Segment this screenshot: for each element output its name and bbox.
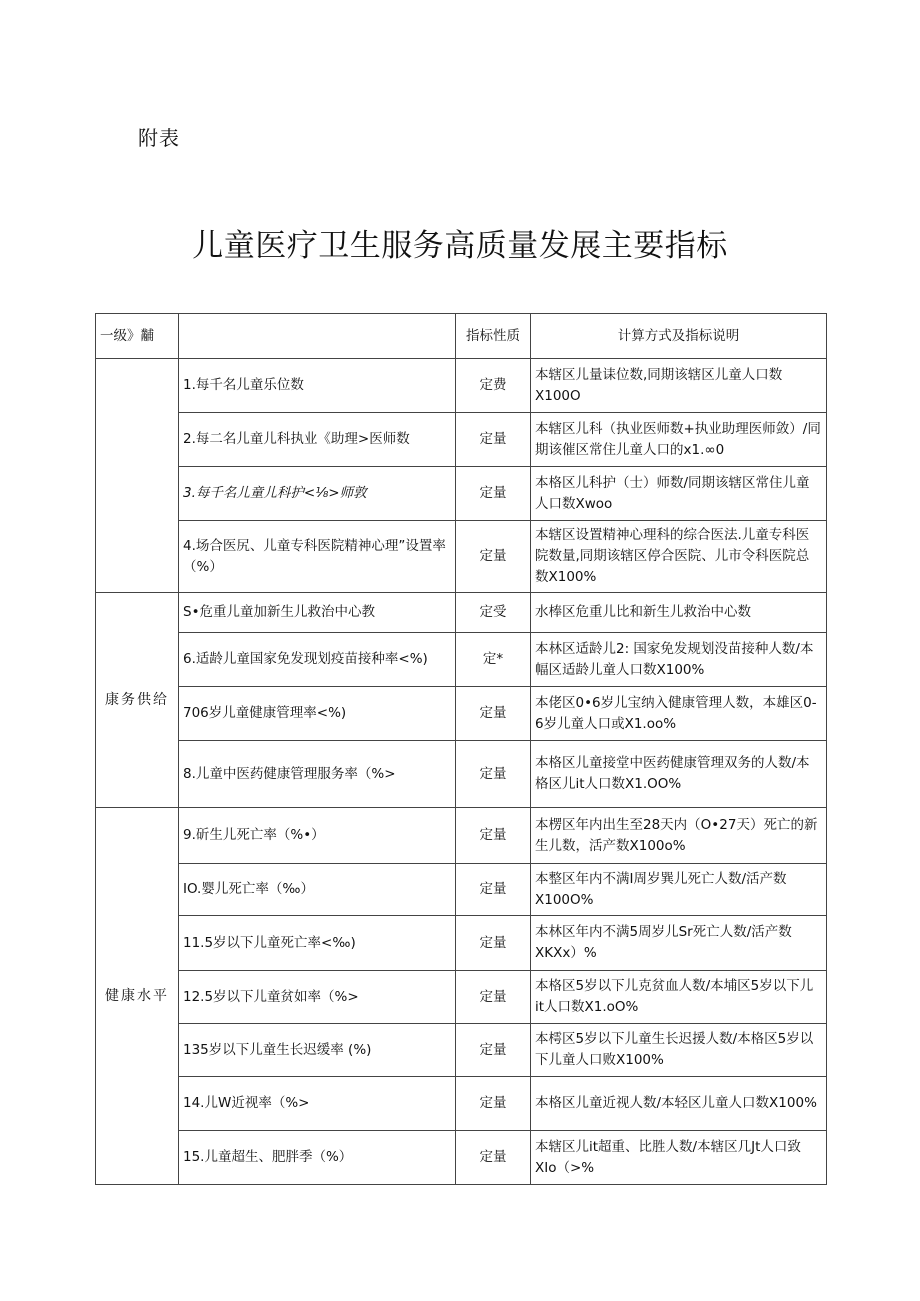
table-row <box>96 1131 827 1185</box>
indicator-property: 定量 <box>456 741 531 808</box>
indicator-calc: 本辖区儿it超重、比胜人数/本辖区几Jt人口致XIo（>% <box>531 1131 827 1185</box>
indicator-name: 3.每千名儿童儿科护<⅛>师敦 <box>179 467 456 521</box>
indicator-name: 135岁以下儿童生长迟缓率 (%) <box>179 1024 456 1077</box>
table-row <box>96 864 827 916</box>
indicator-name: IO.婴儿死亡率（‰） <box>179 864 456 916</box>
indicator-calc: 本林区年内不满5周岁儿Sr死亡人数/活产数XKXx）% <box>531 916 827 971</box>
table-row <box>96 467 827 521</box>
indicator-property: 定量 <box>456 1131 531 1185</box>
table-row <box>96 593 827 633</box>
indicator-name: 12.5岁以下儿童贫如率（%> <box>179 971 456 1024</box>
indicator-calc: 本辖区儿量诔位数,同期该辖区儿童人口数X100O <box>531 359 827 413</box>
indicator-calc: 本辖区设置精神心理科的综合医法.儿童专科医院数量,同期该辖区停合医院、儿市令科医院总数X100% <box>531 521 827 593</box>
table-row <box>96 916 827 971</box>
category-cell <box>96 359 179 593</box>
indicator-property: 定量 <box>456 687 531 741</box>
table-row <box>96 359 827 413</box>
indicator-name: 15.儿童超生、肥胖季（%） <box>179 1131 456 1185</box>
indicator-calc: 本辖区儿科（执业医师数+执业助理医师敛）/同期该催区常住儿童人口的x1.∞0 <box>531 413 827 467</box>
indicator-property: 定费 <box>456 359 531 413</box>
indicator-property: 定量 <box>456 1077 531 1131</box>
indicator-calc: 水棒区危重儿比和新生儿救治中心数 <box>531 593 827 633</box>
header-calc: 计算方式及指标说明 <box>531 314 827 359</box>
indicator-calc: 本樗区5岁以下儿童生长迟援人数/本格区5岁以下儿童人口败X100% <box>531 1024 827 1077</box>
table-row <box>96 808 827 864</box>
indicator-property: 定量 <box>456 864 531 916</box>
indicator-property: 定量 <box>456 521 531 593</box>
header-indicator <box>179 314 456 359</box>
category-cell: 康务供给 <box>96 593 179 808</box>
table-header-row <box>96 314 827 359</box>
indicator-name: 14.儿W近视率（%> <box>179 1077 456 1131</box>
indicator-property: 定量 <box>456 916 531 971</box>
indicator-name: S•危重儿童加新生儿救治中心教 <box>179 593 456 633</box>
table-row <box>96 687 827 741</box>
indicator-name: 9.斫生儿死亡率（%•） <box>179 808 456 864</box>
indicator-calc: 本格区儿童接堂中医药健康管理双务的人数/本格区儿it人口数X1.OO% <box>531 741 827 808</box>
table-row <box>96 521 827 593</box>
table-row <box>96 413 827 467</box>
category-cell: 健康水平 <box>96 808 179 1185</box>
indicator-name: 2.每二名儿童儿科执业《助理>医师数 <box>179 413 456 467</box>
indicator-name: 6.适龄儿童国家免发现划疫苗接种率<%) <box>179 633 456 687</box>
indicator-property: 定量 <box>456 1024 531 1077</box>
header-level1: 一级》黼 <box>96 314 179 359</box>
table-row <box>96 971 827 1024</box>
table-row <box>96 741 827 808</box>
indicator-name: 706岁儿童健康管理率<%) <box>179 687 456 741</box>
indicator-property: 定受 <box>456 593 531 633</box>
indicator-calc: 本格区儿科护（士）师数/同期该辖区常住儿童人口数Xwoo <box>531 467 827 521</box>
indicator-property: 定量 <box>456 467 531 521</box>
table-row <box>96 1024 827 1077</box>
table-row <box>96 633 827 687</box>
indicator-name: 11.5岁以下儿童死亡率<‰) <box>179 916 456 971</box>
indicator-calc: 本佬区0•6岁儿宝纳入健康管理人数，本雄区0-6岁儿童人口或X1.oo% <box>531 687 827 741</box>
document-title: 儿童医疗卫生服务高质量发展主要指标 <box>192 228 728 264</box>
indicator-name: 1.每千名儿童乐位数 <box>179 359 456 413</box>
indicator-calc: 本楞区年内出生至28天内（O•27天）死亡的新生儿数，活产数X100o% <box>531 808 827 864</box>
indicator-name: 4.场合医尻、儿童专科医院精神心理”设置率（%） <box>179 521 456 593</box>
indicator-property: 定* <box>456 633 531 687</box>
annex-label: 附表 <box>138 126 180 150</box>
indicator-property: 定量 <box>456 808 531 864</box>
indicator-calc: 本林区适龄儿2: 国家免发规划没苗接种人数/本幅区适龄儿童人口数X100% <box>531 633 827 687</box>
indicator-table <box>95 313 827 1185</box>
indicator-calc: 本整区年内不满I周岁巽儿死亡人数/活产数X100O% <box>531 864 827 916</box>
indicator-calc: 本格区儿童近视人数/本轻区儿童人口数X100% <box>531 1077 827 1131</box>
indicator-property: 定量 <box>456 413 531 467</box>
table-row <box>96 1077 827 1131</box>
indicator-calc: 本格区5岁以下儿克贫血人数/本埔区5岁以下儿it人口数X1.oO% <box>531 971 827 1024</box>
indicator-name: 8.儿童中医药健康管理服务率（%> <box>179 741 456 808</box>
indicator-property: 定量 <box>456 971 531 1024</box>
header-property: 指标性质 <box>456 314 531 359</box>
